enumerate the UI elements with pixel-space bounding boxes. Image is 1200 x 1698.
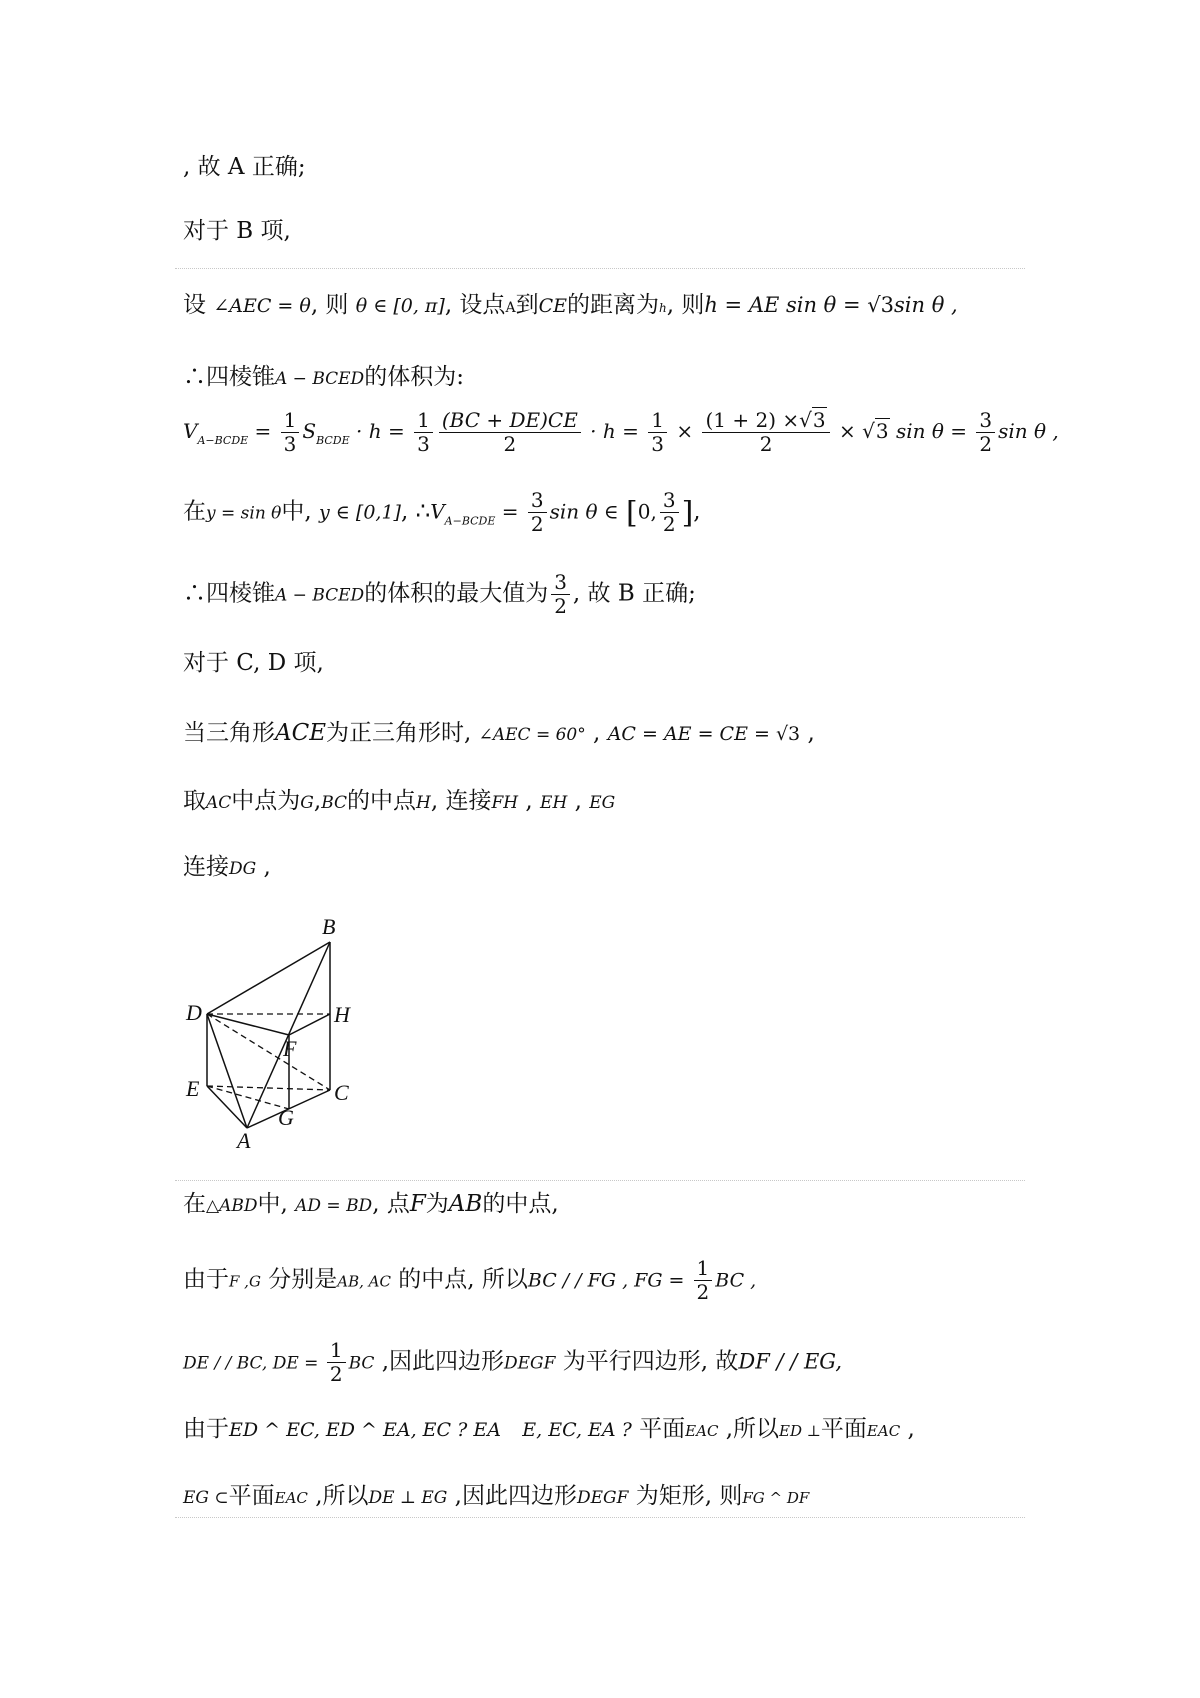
bracket-right: ] [681,495,694,531]
label-F: F [283,1036,297,1061]
den: 2 [530,512,544,536]
math-EAC: EAC [274,1489,308,1507]
text: 为正三角形时, [326,720,472,746]
math-ABAC: AB, AC [337,1272,391,1291]
divider-1 [175,268,1025,269]
edge-EC [207,1086,330,1090]
math-perp: DE ⊥ EG [368,1488,448,1508]
num: 3 [528,490,547,513]
math-G: G [300,793,314,813]
num: 1 [327,1340,346,1363]
line-2: 对于 B 项, [183,218,291,244]
den: 2 [503,432,517,456]
text: ,所以 [725,1416,780,1442]
edge-DF [207,1014,289,1035]
text: ,因此四边形 [454,1483,577,1509]
math-range: y ∈ [0,1] [319,501,401,524]
text: 的体积的最大值为 [364,580,549,607]
math-V: V [430,499,445,524]
text: 的中点, 所以 [398,1266,528,1293]
frac-12sqrt3 [702,410,829,455]
math-pyramid: A − BCED [275,585,365,606]
math-S: S [302,419,317,443]
sqrt: √3 [799,408,826,432]
math-V: V [183,419,198,443]
math-EH: EH [540,793,568,813]
den: 2 [759,432,773,456]
math-BC: BC , [715,1269,757,1292]
math-EAC: EAC [685,1422,719,1440]
math-F: F [409,1191,426,1217]
line-16 [183,1485,809,1508]
math-sub: A−BCDE [197,434,249,447]
text: , 点 [372,1191,410,1217]
line-14 [183,1340,842,1385]
line-7 [183,572,696,617]
label-C: C [334,1080,349,1105]
math-FG-DF: FG ^ DF [742,1489,810,1507]
text: 为 [425,1191,449,1217]
text: 连接 [183,854,229,880]
math-equation: h = AE sin θ = [704,293,868,317]
line-8: 对于 C, D 项, [183,650,324,676]
math-line: CE [538,295,567,317]
math-H: H [416,793,431,813]
frac-1-3 [281,410,300,455]
edge-EA [207,1086,247,1128]
frac-3-2 [528,490,547,535]
den: 2 [696,1280,710,1304]
line-1: , 故 A 正确; [183,154,306,180]
den: 3 [651,432,664,456]
text: 平面 [639,1416,686,1442]
math-FG: F ,G [229,1272,261,1291]
frac-1-2 [694,1258,713,1303]
line-12 [183,1193,559,1216]
radicand: 3 [812,408,826,432]
math-sin: sin θ = [895,419,974,443]
math-triangle: △ABD [206,1196,258,1216]
den: 3 [417,432,430,456]
bracket-left: [ [626,495,638,531]
den: 2 [329,1362,343,1386]
math-parallel: BC / / FG , FG = [527,1269,691,1292]
text: 中, [281,498,312,525]
label-D: D [186,1000,202,1025]
math-angle: ∠AEC = 60° [478,725,586,745]
den: 3 [283,432,297,456]
math-y: y = sin θ [206,503,282,524]
math-equation: AD = BD [295,1196,373,1216]
radicand: 3 [875,419,889,443]
math-sin: sin θ , [894,293,958,317]
edge-DA [207,1014,247,1128]
text: 当三角形 [183,720,275,746]
text: , [900,1416,915,1442]
math-sin: sin θ ∈ [549,499,619,524]
text: 取 [183,788,206,814]
figure-edges [207,942,330,1128]
frac-3-2 [551,572,570,617]
math-h: · h = [583,419,646,443]
text: 到 [515,292,539,318]
math-times: × [832,419,863,443]
text: , [256,854,271,880]
frac-3-2 [976,410,995,455]
math-sub: A−BCDE [444,514,496,528]
math-BC: BC [348,1353,375,1374]
edge-FH [289,1014,330,1035]
text: , [518,788,533,814]
frac-1-3-c [648,410,667,455]
math-equation: AC = AE = CE = [607,723,776,745]
num: (BC + DE)CE [439,410,581,433]
math-angle: ∠AEC = θ [213,295,311,317]
math-DF-EG: DF / / EG, [738,1349,842,1374]
math-sub: BCDE [316,434,350,447]
math-perp: ED ^ EC, ED ^ EA, EC ? EA [229,1419,501,1441]
line-10 [183,790,615,813]
text: , [585,720,601,746]
math-parallel: DE / / BC, DE = [183,1353,324,1374]
text: 由于 [183,1416,229,1442]
math-sin: sin θ , [998,419,1059,443]
line-9 [183,722,815,745]
math-subset: EG ⊂ [183,1488,229,1508]
label-G: G [278,1105,294,1130]
frac-3-2-b [660,490,679,535]
text: 中点为 [231,788,301,814]
frac-bcde [439,410,581,455]
num: 1 [648,410,667,433]
num: 3 [976,410,995,433]
math-AB: AB [448,1191,483,1217]
text: , [567,788,582,814]
math-point: A [505,300,516,316]
math-plane: E, EC, EA ? [522,1419,632,1441]
num: 1 [414,410,433,433]
text: , ∴ [400,498,431,525]
num: 3 [660,490,679,513]
math-DG: DG [229,859,257,879]
text: ,因此四边形 [381,1348,505,1375]
math-sqrt: √3 [867,293,895,317]
line-3 [183,294,958,317]
text: 的体积为: [364,364,464,390]
text: , 设点 [444,292,506,318]
text: 的中点, [482,1191,559,1217]
text: 在 [183,1191,206,1217]
text: 为矩形, 则 [635,1483,743,1509]
num: (1 + 2) × [705,408,800,432]
math-ED-perp: ED ⊥ [779,1422,821,1440]
geometry-figure [182,910,367,1150]
label-B: B [322,914,336,939]
label-H: H [334,1002,350,1027]
text: , [693,498,701,525]
math-sqrt: √3 [775,723,801,745]
text: 分别是 [268,1266,338,1293]
text: 平面 [820,1416,867,1442]
math-eq: = [248,419,278,443]
text: 由于 [183,1266,229,1293]
text: 平面 [228,1483,275,1509]
math-FH: FH [491,793,519,813]
line-15 [183,1418,915,1441]
line-4 [183,366,464,389]
sqrt: √3 [862,419,889,443]
math-times: × [670,419,700,443]
math-EAC: EAC [866,1422,901,1440]
frac-1-3-b [414,410,433,455]
text: 设 [183,292,206,318]
text: , 故 B 正确; [572,580,696,607]
math-AC: AC [206,793,232,813]
text: 为平行四边形, 故 [562,1348,739,1375]
text: , 则 [310,292,349,318]
math-range: θ ∈ [0, π] [355,295,445,317]
text: , 连接 [430,788,492,814]
edge-EG [207,1086,289,1109]
math-pyramid: A − BCED [275,369,365,389]
text: , [313,788,322,814]
text: 中, [257,1191,288,1217]
line-13 [183,1258,756,1303]
text: 的距离为 [566,292,659,318]
label-A: A [237,1128,251,1150]
math-triangle: ACE [275,720,326,746]
math-eq: = [495,499,525,524]
frac-1-2 [327,1340,346,1385]
text: 的中点 [347,788,417,814]
text: ∴四棱锥 [183,364,275,390]
text: , [800,720,815,746]
math-DEGF: DEGF [504,1353,556,1374]
num: 1 [281,410,300,433]
text: 在 [183,498,206,525]
math-h: · h = [349,419,412,443]
den: 2 [554,594,567,618]
divider-2 [175,1180,1025,1181]
line-6 [183,490,701,535]
label-E: E [186,1076,200,1101]
divider-3 [175,1517,1025,1518]
math-h: h [658,301,667,315]
math-DEGF: DEGF [576,1488,629,1508]
text: ,所以 [315,1483,369,1509]
num: 3 [551,572,570,595]
figure-hidden-edges [207,1014,330,1109]
text: ∴四棱锥 [183,580,275,607]
math-zero: 0, [637,499,657,524]
num: 1 [694,1258,713,1281]
math-EG: EG [589,793,616,813]
math-BC: BC [321,793,348,813]
den: 2 [662,512,676,536]
text: , 则 [666,292,705,318]
line-5-volume-formula [183,410,1059,455]
edge-DB [207,942,330,1014]
line-11 [183,856,271,879]
den: 2 [979,432,993,456]
